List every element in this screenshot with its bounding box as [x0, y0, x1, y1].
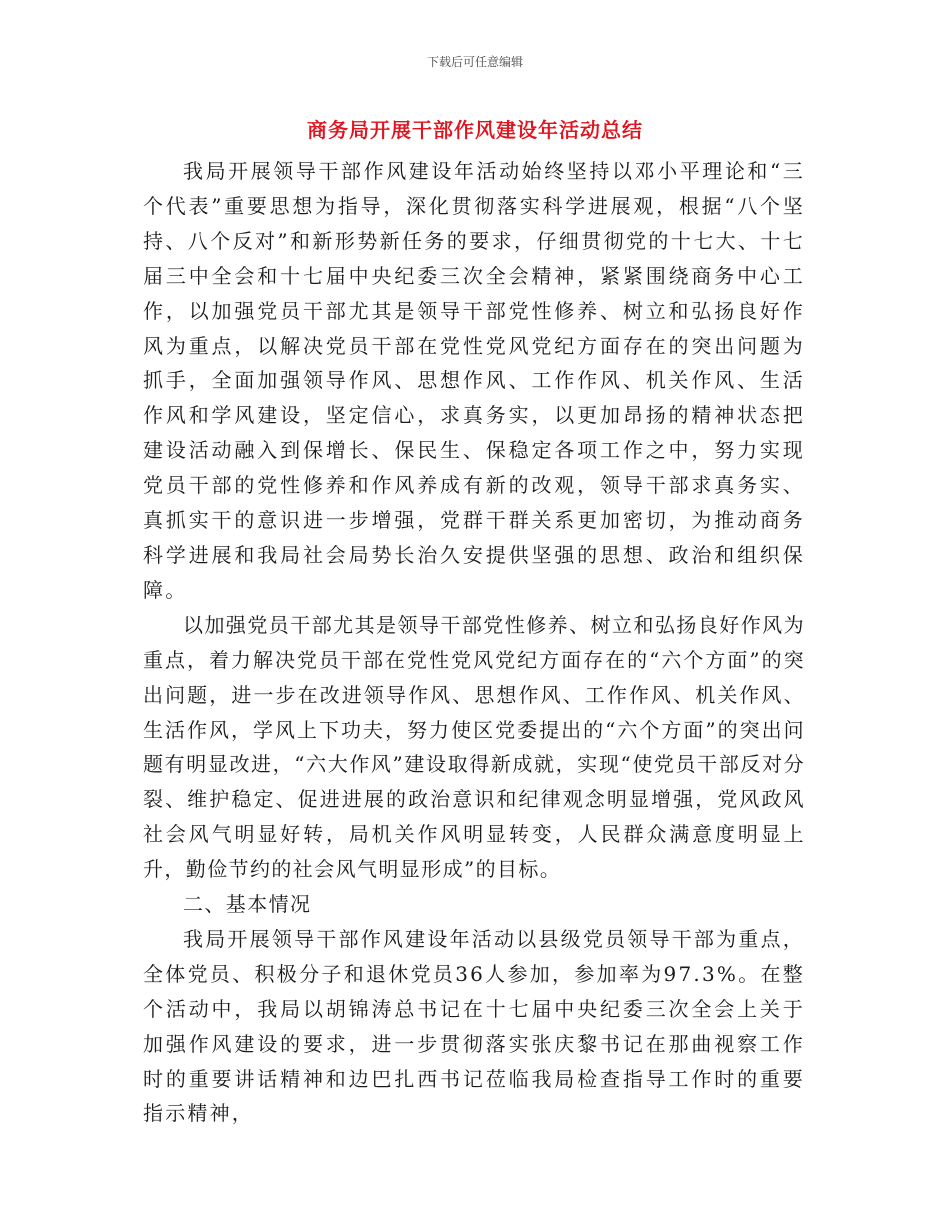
- paragraph-3: 我局开展领导干部作风建设年活动以县级党员领导干部为重点，全体党员、积极分子和退休党员36人参加，参加率为97.3%。在整个活动中，我局以胡锦涛总书记在十七届中央纪委三次全会上关于加强作风建设的要求，进一步贯彻落实张庆黎书记在那曲视察工作时的重要讲话精神和边巴扎西书记莅临我局检查指导工作时的重要指示精神，: [143, 926, 805, 1126]
- paragraph-1: 我局开展领导干部作风建设年活动始终坚持以邓小平理论和“三个代表”重要思想为指导，深化贯彻落实科学进展观，根据“八个坚持、八个反对”和新形势新任务的要求，仔细贯彻党的十七大、十七届三中全会和十七届中央纪委三次全会精神，紧紧围绕商务中心工作，以加强党员干部尤其是领导干部党性修养、树立和弘扬良好作风为重点，以解决党员干部在党性党风党纪方面存在的突出问题为抓手，全面加强领导作风、思想作风、工作作风、机关作风、生活作风和学风建设，坚定信心，求真务实，以更加昂扬的精神状态把建设活动融入到保增长、保民生、保稳定各项工作之中，努力实现党员干部的党性修养和作风养成有新的改观，领导干部求真务实、真抓实干的意识进一步增强，党群干群关系更加密切，为推动商务科学进展和我局社会局势长治久安提供坚强的思想、政治和组织保障。: [143, 159, 805, 602]
- document-body: [143, 154, 805, 1131]
- paragraph-2: 以加强党员干部尤其是领导干部党性修养、树立和弘扬良好作风为重点，着力解决党员干部在党性党风党纪方面存在的“六个方面”的突出问题，进一步在改进领导作风、思想作风、工作作风、机关作风、生活作风，学风上下功夫，努力使区党委提出的“六个方面”的突出问题有明显改进，“六大作风”建设取得新成就，实现“使党员干部反对分裂、维护稳定、促进进展的政治意识和纪律观念明显增强，党风政风社会风气明显好转，局机关作风明显转变，人民群众满意度明显上升，勤俭节约的社会风气明显形成”的目标。: [143, 612, 805, 882]
- section-heading-basic-situation: 二、基本情况: [183, 892, 312, 917]
- header-note: 下载后可任意编辑: [426, 55, 523, 69]
- document-title: 商务局开展干部作风建设年活动总结: [307, 118, 643, 142]
